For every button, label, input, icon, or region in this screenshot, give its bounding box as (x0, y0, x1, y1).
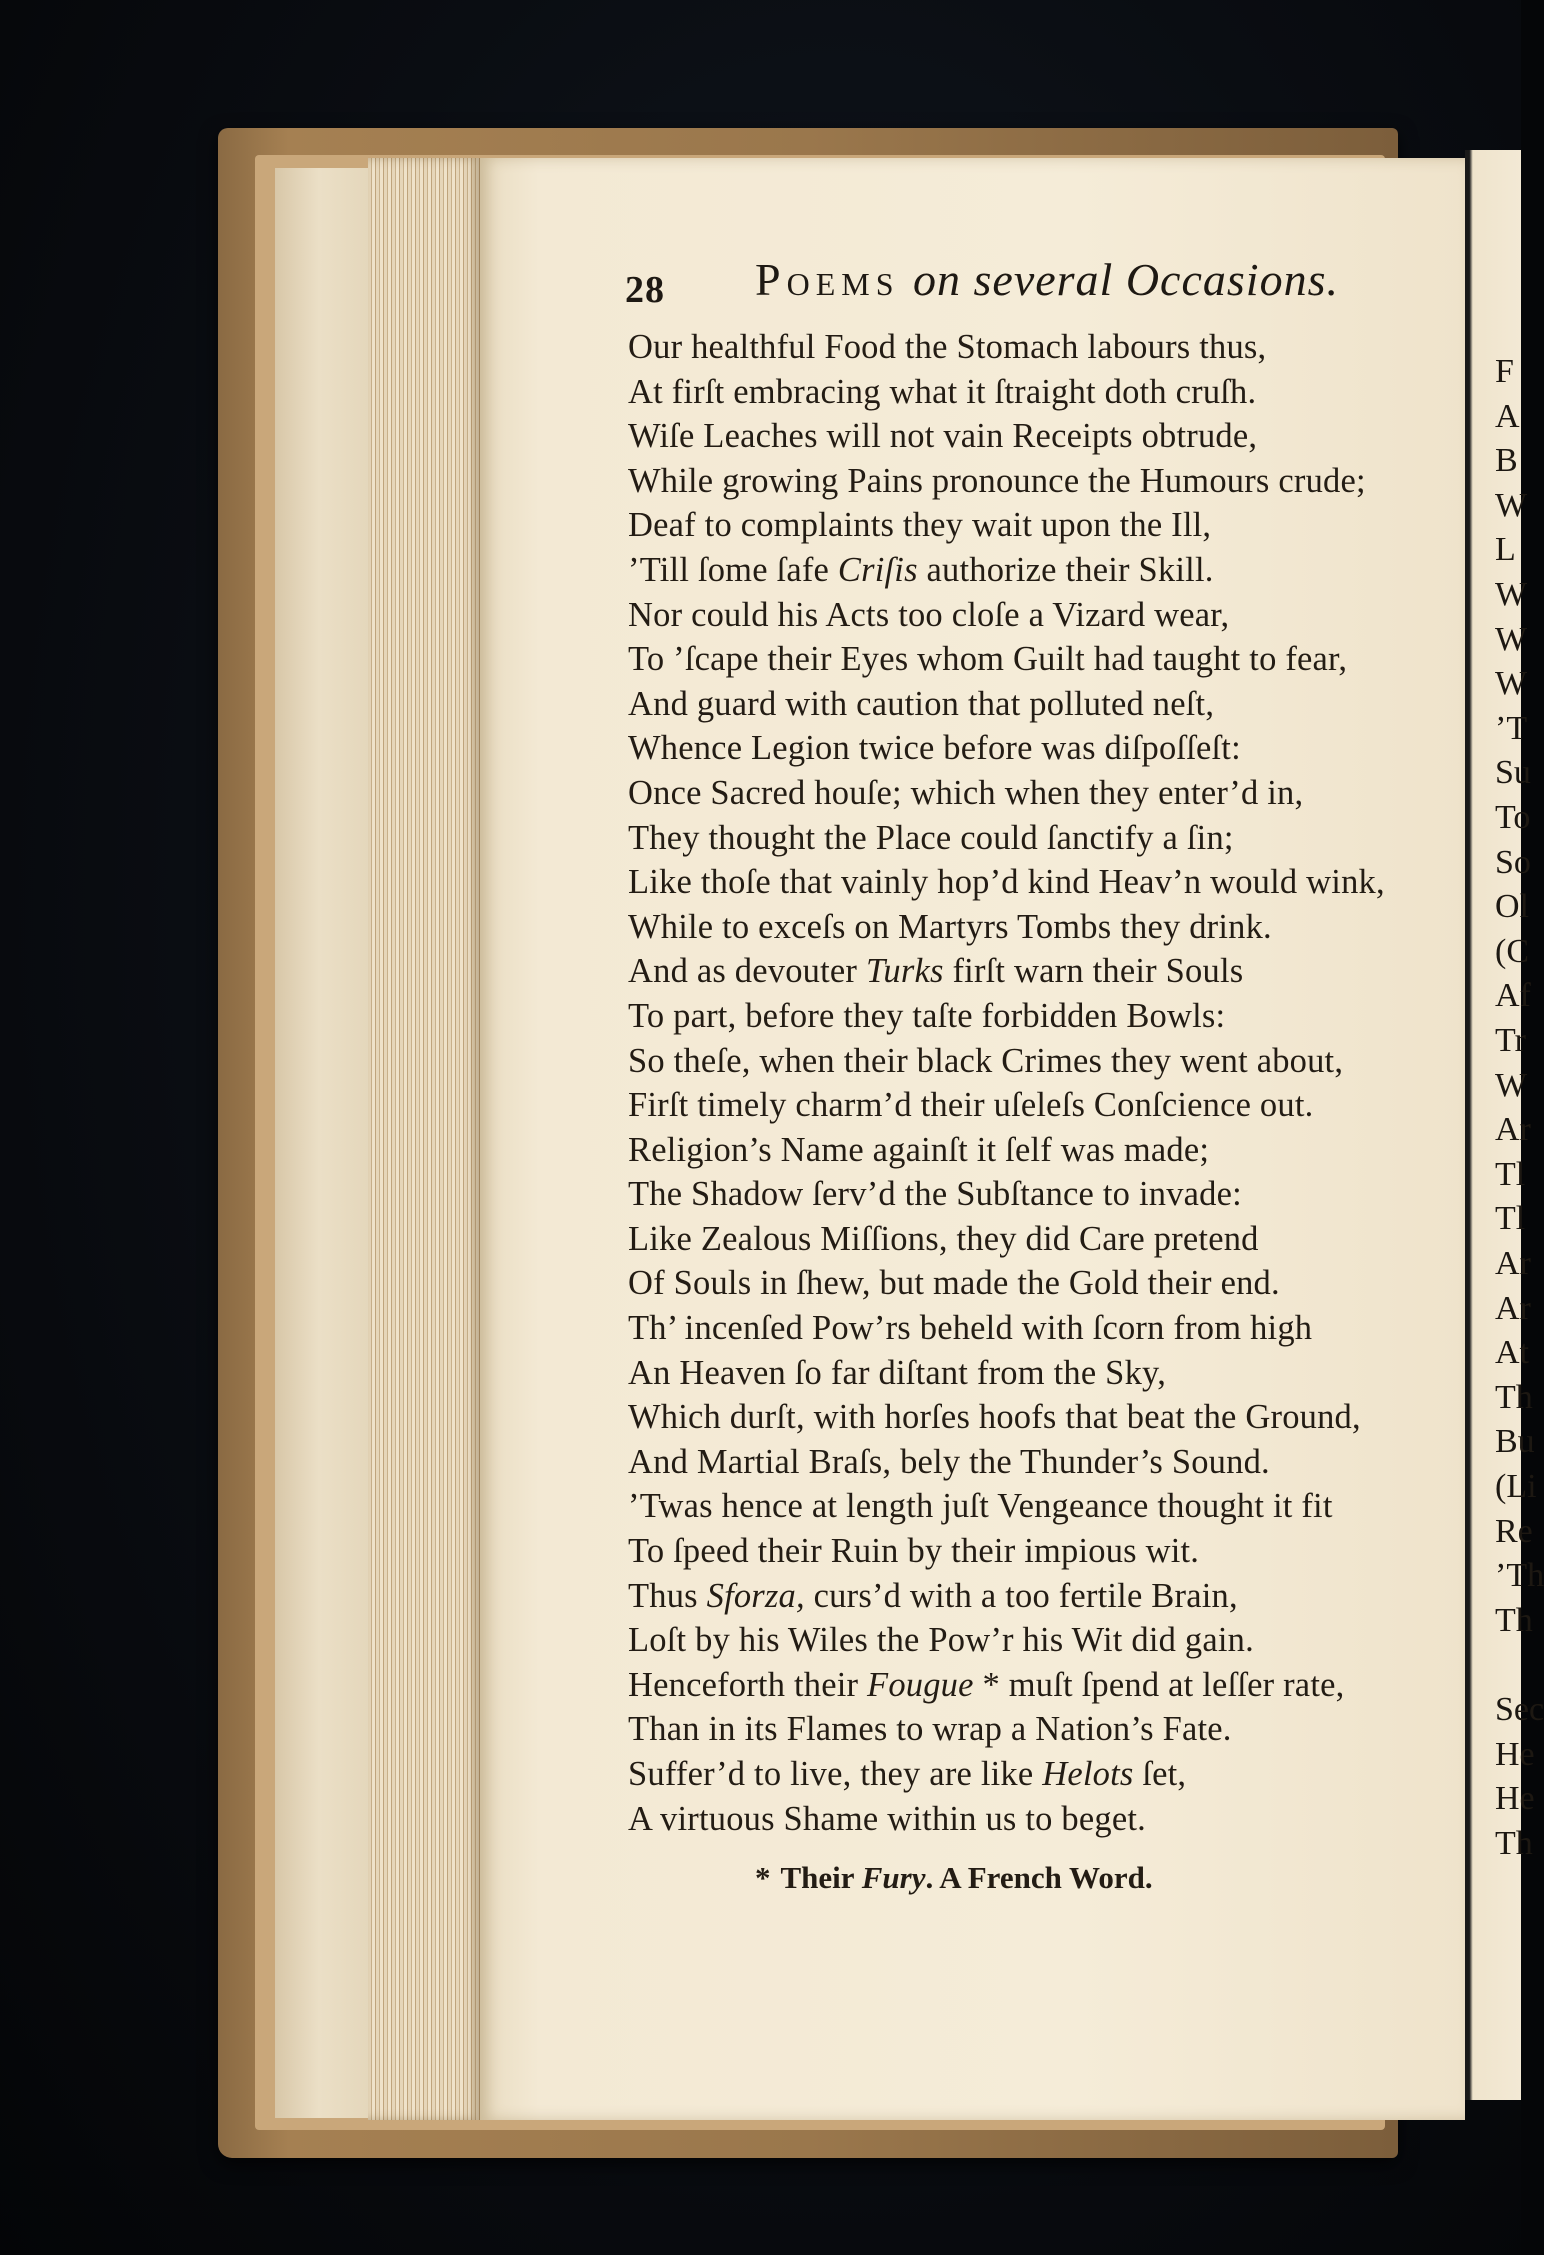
facing-page-fragment: A (1495, 397, 1520, 435)
facing-page-fragment: Th (1495, 1824, 1533, 1862)
poem-line-text: firſt warn their Souls (943, 952, 1244, 991)
facing-page-fragment: Ol (1495, 888, 1529, 926)
poem-line (628, 1306, 1458, 1351)
poem-line-text: Our healthful Food the Stomach labours thus, (628, 328, 1267, 366)
running-head-italic: on several Occasions. (913, 254, 1339, 305)
poem-line (628, 1261, 1458, 1306)
poem-line (628, 1083, 1458, 1128)
facing-page-fragment: To (1495, 799, 1531, 836)
poem-line-text: authorize their Skill. (917, 550, 1214, 589)
poem-line-text: And guard with caution that polluted neſt, (628, 684, 1215, 723)
poem-line (628, 726, 1458, 771)
facing-page-fragment: (Li (1495, 1468, 1537, 1505)
poem-line-text: To ’ſcape their Eyes whom Guilt had taught to fear, (628, 640, 1348, 679)
poem-line (628, 1039, 1458, 1084)
poem-line-italic: Criſis (837, 550, 918, 589)
poem-line-text: The Shadow ſerv’d the Subſtance to invade: (628, 1175, 1242, 1214)
poem-line (628, 1752, 1458, 1797)
facing-page-fragment: ’T (1495, 709, 1528, 747)
poem-line (628, 1574, 1458, 1619)
poem-line (628, 1618, 1458, 1663)
poem-line-text: Than in its Flames to wrap a Nation’s Fate. (628, 1710, 1232, 1749)
facing-page-fragment: Su (1495, 754, 1531, 792)
facing-page-fragment: Tr (1495, 1022, 1526, 1059)
poem-line-italic: Turks (865, 952, 944, 991)
facing-page-fragment: L (1495, 531, 1516, 569)
facing-page-fragment: Th (1495, 1378, 1533, 1416)
footnote-text-italic: Fury (861, 1860, 926, 1895)
poem-line-text: Religion’s Name againſt it ſelf was made; (628, 1130, 1210, 1169)
poem-line-text: They thought the Place could ſanctify a ſin; (628, 818, 1234, 857)
poem-line-text: At firſt embracing what it ſtraight doth cruſh. (628, 372, 1257, 411)
poem-line-text: Like thoſe that vainly hop’d kind Heav’n would wink, (628, 863, 1385, 902)
poem-line-text: So theſe, when their black Crimes they went about, (628, 1041, 1344, 1080)
poem-line (628, 414, 1458, 459)
footnote (755, 1860, 1153, 1896)
facing-page-fragment: Tl (1495, 1200, 1526, 1238)
poem-line (628, 637, 1458, 682)
poem-line (628, 503, 1458, 548)
poem-text (628, 325, 1458, 1841)
poem-line (628, 1663, 1458, 1708)
poem-line-text: Suffer’d to live, they are like (628, 1755, 1043, 1793)
poem-line (628, 949, 1458, 994)
poem-line-text: Nor could his Acts too cloſe a Vizard wear, (628, 595, 1230, 634)
facing-page-fragment: Af (1495, 977, 1531, 1015)
poem-line-text: Of Souls in ſhew, but made the Gold their end. (628, 1264, 1280, 1303)
facing-page (1465, 150, 1544, 2100)
footnote-mark: * (755, 1860, 771, 1895)
poem-line (628, 459, 1458, 504)
facing-page-fragment: ’Th (1495, 1557, 1544, 1595)
poem-line (628, 325, 1458, 370)
facing-page-fragment: (C (1495, 932, 1529, 970)
footnote-text-pre: Their (780, 1860, 862, 1895)
page-block-edges (368, 158, 480, 2120)
facing-page-fragment: B (1495, 442, 1518, 480)
poem-line-text: Wiſe Leaches will not vain Receipts obtrude, (628, 417, 1258, 456)
poem-line-text: ’Till ſome ſafe (628, 550, 838, 589)
facing-page-fragment: Ar (1495, 1111, 1531, 1149)
poem-line (628, 370, 1458, 415)
facing-page-fragment: He (1495, 1735, 1535, 1773)
poem-line (628, 1395, 1458, 1440)
facing-page-fragment: Sec (1495, 1691, 1544, 1728)
poem-line-text: Deaf to complaints they wait upon the Ill, (628, 506, 1212, 545)
poem-line-text: Like Zealous Miſſions, they did Care pretend (628, 1219, 1259, 1258)
facing-page-fragment: W (1495, 665, 1528, 703)
poem-line-text: While growing Pains pronounce the Humours crude; (628, 461, 1366, 500)
poem-line-text: Thus (628, 1576, 707, 1615)
facing-page-fragment: Tl (1495, 1155, 1526, 1193)
facing-page-fragment: Ar (1495, 1289, 1531, 1327)
poem-line (628, 994, 1458, 1039)
facing-page-fragment: W (1495, 576, 1528, 613)
poem-line (628, 682, 1458, 727)
poem-line (628, 771, 1458, 816)
poem-line (628, 1797, 1458, 1842)
poem-line (628, 1529, 1458, 1574)
facing-page-fragment: W (1495, 486, 1528, 524)
poem-line-text: Loſt by his Wiles the Pow’r his Wit did gain. (628, 1621, 1254, 1660)
poem-line-text: To part, before they taſte forbidden Bowls: (628, 996, 1226, 1035)
poem-line (628, 1128, 1458, 1173)
poem-line-text: Henceforth their (628, 1665, 868, 1704)
poem-line (628, 1484, 1458, 1529)
poem-line (628, 1217, 1458, 1262)
poem-line-text: Firſt timely charm’d their uſeleſs Conſcience out. (628, 1086, 1314, 1125)
poem-line (628, 860, 1458, 905)
poem-line-text: A virtuous Shame within us to beget. (628, 1799, 1146, 1838)
facing-page-fragment: W (1495, 1066, 1528, 1104)
poem-line-text: Once Sacred houſe; which when they enter’d in, (628, 773, 1304, 812)
poem-line-text: To ſpeed their Ruin by their impious wit. (628, 1532, 1200, 1571)
poem-line (628, 905, 1458, 950)
poem-line-text: While to exceſs on Martyrs Tombs they drink. (628, 907, 1272, 946)
poem-line (628, 548, 1458, 593)
facing-page-fragment: Ar (1495, 1245, 1531, 1282)
poem-line (628, 1707, 1458, 1752)
poem-line-italic: Sforza, (706, 1576, 805, 1615)
poem-line-text: Whence Legion twice before was diſpoſſeſt: (628, 729, 1241, 768)
poem-line-text: ſet, (1133, 1755, 1187, 1793)
poem-line-text: An Heaven ſo far diſtant from the Sky, (628, 1353, 1167, 1392)
poem-line (628, 1351, 1458, 1396)
poem-line-text: ’Twas hence at length juſt Vengeance thought it fit (628, 1487, 1333, 1526)
poem-line-italic: Helots (1042, 1755, 1134, 1793)
running-head-caps: Poems (755, 254, 900, 305)
poem-line-text: Th’ incenſed Pow’rs beheld with ſcorn from high (628, 1309, 1313, 1348)
facing-page-fragment: At (1495, 1334, 1529, 1372)
poem-line (628, 593, 1458, 638)
poem-line-text: Which durſt, with horſes hoofs that beat the Ground, (628, 1398, 1361, 1437)
facing-page-fragment: He (1495, 1780, 1535, 1818)
facing-page-fragment: W (1495, 620, 1528, 658)
poem-line (628, 1172, 1458, 1217)
poem-line-text: curs’d with a too fertile Brain, (804, 1576, 1238, 1615)
poem-line (628, 1440, 1458, 1485)
poem-line-text: And as devouter (628, 952, 866, 991)
facing-page-fragment: Bu (1495, 1423, 1535, 1461)
poem-line-text: * muſt ſpend at leſſer rate, (973, 1665, 1345, 1704)
poem-line-text: And Martial Braſs, bely the Thunder’s Sound. (628, 1442, 1270, 1481)
facing-page-fragment: Th (1495, 1601, 1533, 1639)
facing-page-fragment: Re (1495, 1512, 1533, 1550)
poem-line-italic: Fougue (867, 1665, 974, 1704)
footnote-text-post: . A French Word. (925, 1860, 1153, 1895)
poem-line (628, 816, 1458, 861)
page-number: 28 (625, 269, 665, 311)
running-head-title (755, 253, 1339, 306)
facing-page-fragment: So (1495, 843, 1531, 881)
facing-page-fragment: F (1495, 353, 1514, 390)
